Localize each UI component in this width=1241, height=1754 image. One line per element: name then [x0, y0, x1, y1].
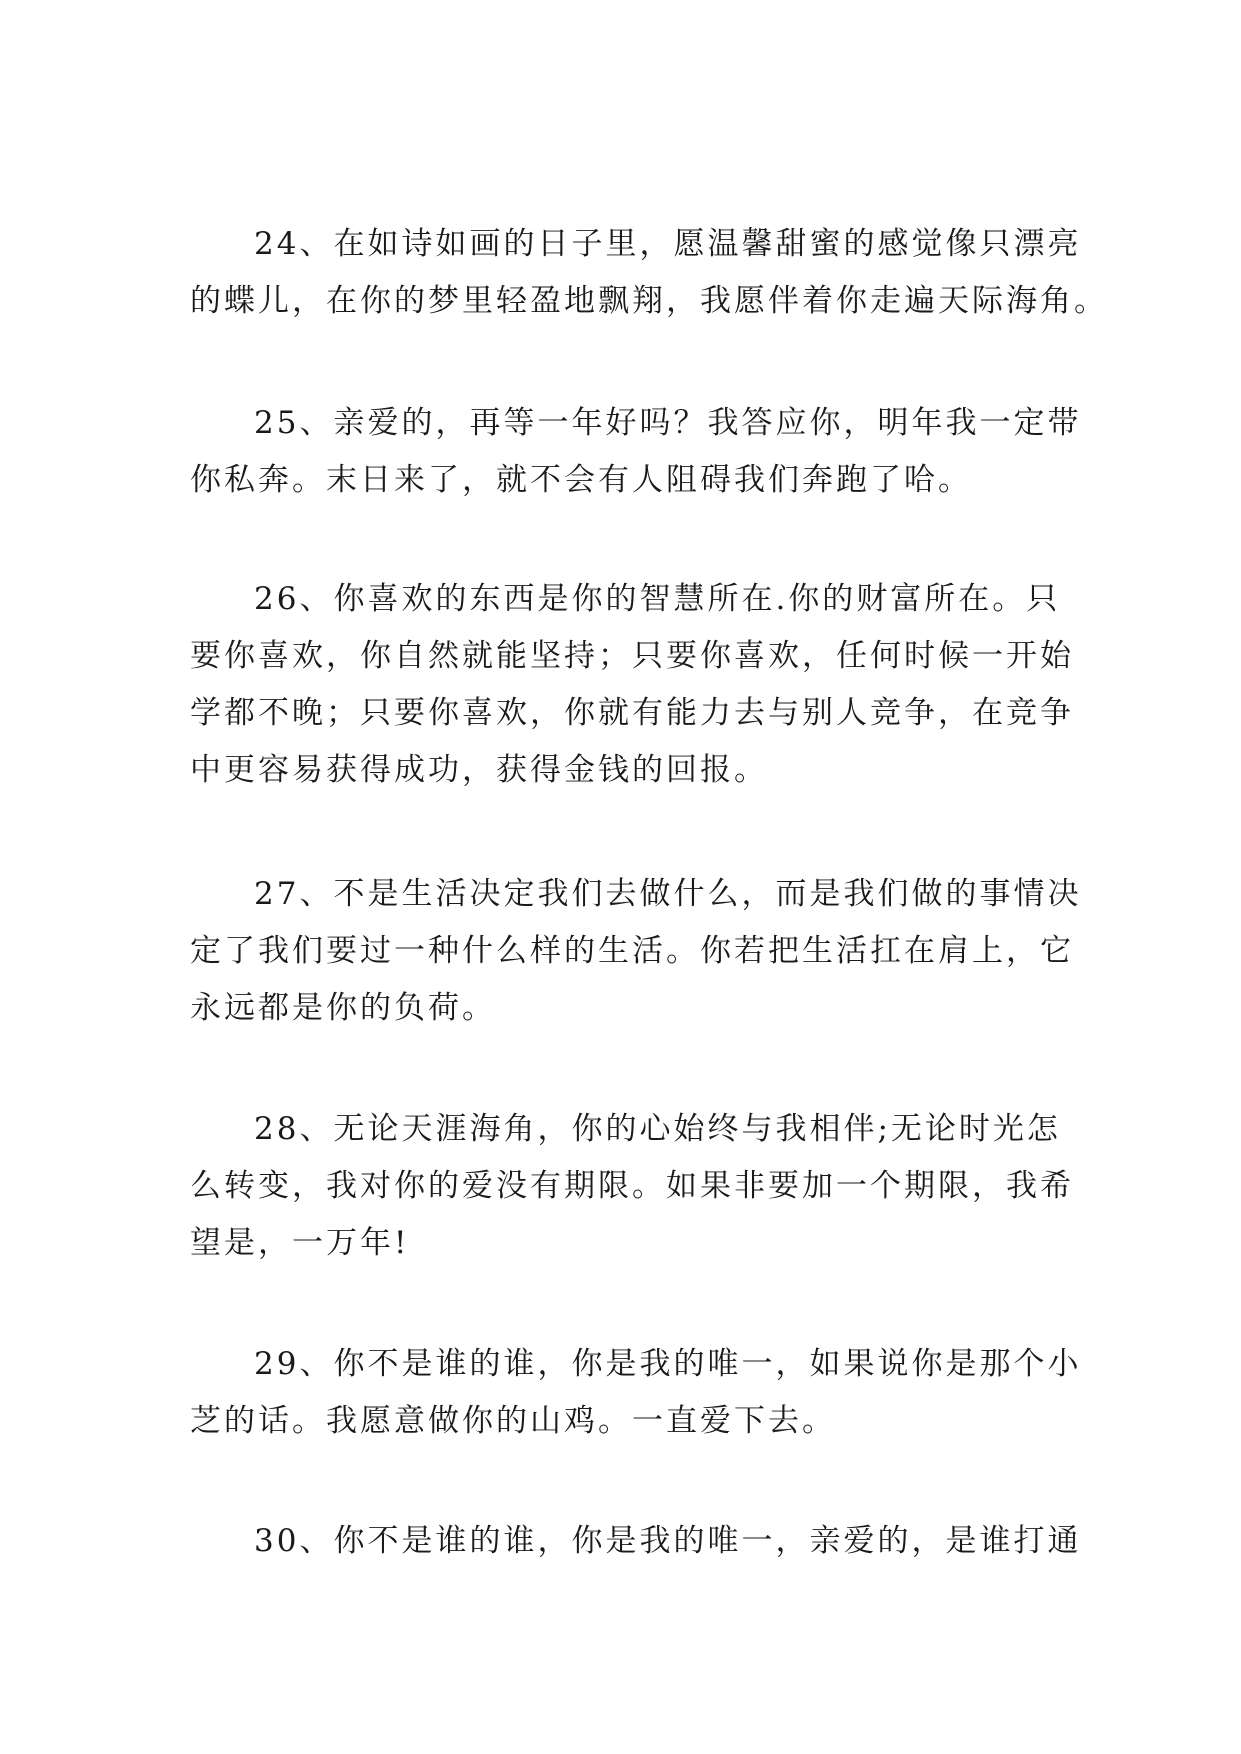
paragraph-line: 中更容易获得成功，获得金钱的回报。: [190, 752, 768, 788]
paragraph-27: [190, 866, 1082, 1037]
paragraph-29: [190, 1336, 1082, 1450]
paragraph-line: 28、无论天涯海角，你的心始终与我相伴;无论时光怎: [254, 1111, 1061, 1147]
paragraph-line: 25、亲爱的，再等一年好吗？我答应你，明年我一定带: [254, 405, 1082, 441]
paragraph-line: 定了我们要过一种什么样的生活。你若把生活扛在肩上，它: [190, 933, 1074, 969]
paragraph-30: [190, 1513, 1082, 1570]
paragraph-line: 芝的话。我愿意做你的山鸡。一直爱下去。: [190, 1403, 836, 1439]
paragraph-line: 的蝶儿，在你的梦里轻盈地飘翔，我愿伴着你走遍天际海角。: [190, 283, 1108, 319]
paragraph-line: 29、你不是谁的谁，你是我的唯一，如果说你是那个小: [254, 1346, 1082, 1382]
paragraph-line: 望是，一万年!: [190, 1225, 410, 1261]
paragraph-24: [190, 216, 1108, 330]
paragraph-28: [190, 1101, 1074, 1272]
paragraph-line: 学都不晚；只要你喜欢，你就有能力去与别人竞争，在竞争: [190, 695, 1074, 731]
paragraph-line: 要你喜欢，你自然就能坚持；只要你喜欢，任何时候一开始: [190, 638, 1074, 674]
paragraph-line: 你私奔。末日来了，就不会有人阻碍我们奔跑了哈。: [190, 462, 972, 498]
paragraph-line: 24、在如诗如画的日子里，愿温馨甜蜜的感觉像只漂亮: [254, 226, 1082, 262]
paragraph-26: [190, 571, 1074, 799]
paragraph-line: 30、你不是谁的谁，你是我的唯一，亲爱的，是谁打通: [254, 1523, 1082, 1559]
paragraph-25: [190, 395, 1082, 509]
paragraph-line: 永远都是你的负荷。: [190, 990, 496, 1026]
paragraph-line: 26、你喜欢的东西是你的智慧所在.你的财富所在。只: [254, 581, 1061, 617]
paragraph-line: 么转变，我对你的爱没有期限。如果非要加一个期限，我希: [190, 1168, 1074, 1204]
paragraph-line: 27、不是生活决定我们去做什么，而是我们做的事情决: [254, 876, 1082, 912]
